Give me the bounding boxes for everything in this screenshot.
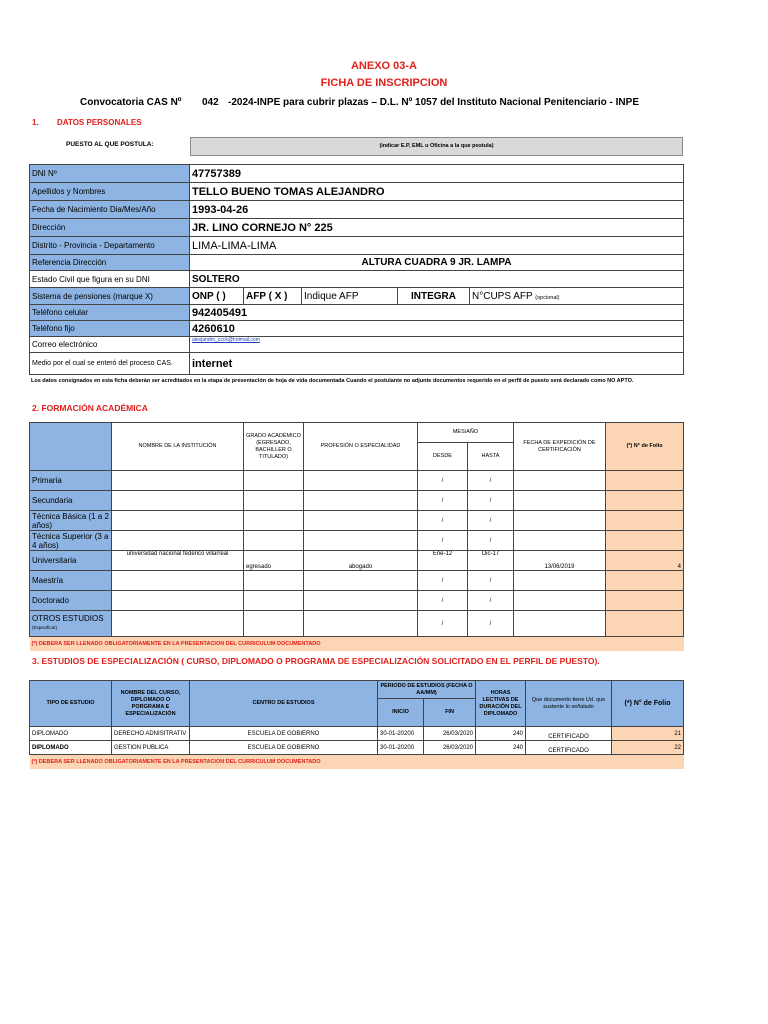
fecha-cell[interactable] [514,571,606,591]
grado-cell[interactable] [244,511,304,531]
desde-header: DESDE [418,443,468,471]
grado-cell[interactable] [244,591,304,611]
nivel-label: Técnica Superior (3 a 4 años) [30,531,112,551]
referencia-label: Referencia Dirección [30,255,190,271]
fecha-nacimiento-value[interactable]: 1993-04-26 [190,201,684,219]
nombre-cell[interactable]: GESTION PUBLICA [112,741,190,755]
profesion-cell[interactable]: abogado [304,551,418,571]
institucion-cell[interactable] [112,591,244,611]
referencia-value[interactable]: ALTURA CUADRA 9 JR. LAMPA [190,255,684,271]
especializacion-row [30,727,684,741]
desde-cell[interactable]: / [418,531,468,551]
section3-footnote: (*) DEBERA SER LLENADO OBLIGATORIAMENTE EN LA PRESENTACION DEL CURRICULUM DOCUMENTADO [30,755,684,769]
folio-cell[interactable] [606,571,684,591]
inicio-cell[interactable]: 30-01-20200 [378,741,424,755]
correo-label: Correo electrónico [30,337,190,353]
section1-title: DATOS PERSONALES [57,118,142,127]
nivel-label [30,611,112,637]
folio-header: (*) N° de Folio [606,423,684,471]
form-title: FICHA DE INSCRIPCION [320,77,448,89]
formacion-row [30,591,684,611]
nombres-value[interactable]: TELLO BUENO TOMAS ALEJANDRO [190,183,684,201]
distrito-value[interactable]: LIMA-LIMA-LIMA [190,237,684,255]
nombre-cell[interactable]: DERECHO ADNISITRATIV [112,727,190,741]
correo-value[interactable]: alexjandro_ccck@hotmail.com [190,337,684,353]
puesto-field[interactable] [190,137,683,156]
fecha-cell[interactable] [514,611,606,637]
folio-cell[interactable] [606,611,684,637]
formacion-row [30,471,684,491]
folio-cell[interactable] [606,531,684,551]
nivel-label: Universitaria [30,551,112,571]
formacion-row [30,511,684,531]
desde-cell[interactable]: Ene-12 [418,551,468,571]
cups-field[interactable] [470,288,684,305]
especializacion-row [30,741,684,755]
desde-cell[interactable]: / [418,491,468,511]
formacion-row [30,491,684,511]
institucion-header: NOMBRE DE LA INSTITUCIÓN [112,423,244,471]
fecha-cell[interactable] [514,491,606,511]
fecha-exp-header: FECHA DE EXPEDICIÓN DE CERTIFICACIÓN [514,423,606,471]
formacion-row [30,531,684,551]
medio-value[interactable]: internet [190,353,684,375]
dni-value[interactable]: 47757389 [190,165,684,183]
fin-cell[interactable]: 26/03/2020 [424,741,476,755]
documento-header: Que documento tiene Ud. que sustente lo señalado [526,681,612,727]
horas-cell[interactable]: 240 [476,727,526,741]
section2-title: 2. FORMACIÓN ACADÉMICA [32,403,148,413]
nivel-label: Secundaria [30,491,112,511]
cups-label: N°CUPS AFP [472,290,533,302]
medio-label: Medio por el cual se enteró del proceso CAS. [30,353,190,375]
fecha-cell[interactable]: 13/06/2019 [514,551,606,571]
documento-cell[interactable]: CERTIFICADO [526,741,612,755]
grado-cell[interactable] [244,571,304,591]
hasta-cell[interactable]: / [468,511,514,531]
centro-header: CENTRO DE ESTUDIOS [190,681,378,727]
desde-cell[interactable]: / [418,611,468,637]
documento-cell[interactable]: CERTIFICADO [526,727,612,741]
hasta-cell[interactable]: / [468,591,514,611]
especializacion-table [29,680,684,769]
hasta-header: HASTA [468,443,514,471]
horas-cell[interactable]: 240 [476,741,526,755]
profesion-cell[interactable] [304,511,418,531]
nombres-label: Apellidos y Nombres [30,183,190,201]
fin-header: FIN [424,699,476,727]
folio-cell[interactable]: 21 [612,727,684,741]
horas-header: HORAS LECTIVAS DE DURACIÓN DEL DIPLOMADO [476,681,526,727]
folio-header: (*) N° de Folio [612,681,684,727]
desde-cell[interactable]: / [418,571,468,591]
fecha-cell[interactable] [514,511,606,531]
pensiones-label: Sistema de pensiones (marque X) [30,288,190,305]
afp-name-value[interactable]: INTEGRA [398,288,470,305]
fecha-cell[interactable] [514,471,606,491]
institucion-cell[interactable] [112,571,244,591]
profesion-cell[interactable] [304,531,418,551]
estado-civil-value[interactable]: SOLTERO [190,271,684,288]
folio-cell[interactable] [606,471,684,491]
mes-anio-header: MES/AÑO [418,423,514,443]
inicio-header: INICIO [378,699,424,727]
folio-cell[interactable] [606,591,684,611]
convocatoria-text: -2024-INPE para cubrir plazas – D.L. Nº 1057 del Instituto Nacional Penitenciario - INPE [228,97,639,108]
profesion-cell[interactable] [304,471,418,491]
direccion-value[interactable]: JR. LINO CORNEJO N° 225 [190,219,684,237]
profesion-header: PROFESIÓN O ESPECIALIDAD [304,423,418,471]
direccion-label: Dirección [30,219,190,237]
formacion-row [30,551,684,571]
desde-cell[interactable]: / [418,471,468,491]
formacion-row [30,571,684,591]
annex-title: ANEXO 03-A [350,60,418,72]
desde-cell[interactable]: / [418,511,468,531]
grado-cell[interactable] [244,611,304,637]
folio-cell[interactable] [606,511,684,531]
tipo-cell[interactable]: DIPLOMADO [30,727,112,741]
fecha-cell[interactable] [514,591,606,611]
grado-cell[interactable] [244,531,304,551]
folio-cell[interactable] [606,491,684,511]
periodo-header: PERIODO DE ESTUDIOS (FECHA O AA/MM) [378,681,476,699]
puesto-hint: (indicar E.P, EML u Oficina a la que postula) [379,143,494,149]
cups-note: (opcional) [535,294,560,301]
convocatoria-number: 042 [202,97,219,108]
folio-cell[interactable]: 4 [606,551,684,571]
institucion-cell[interactable]: universidad nacional federico villarreal [112,551,244,571]
institucion-cell[interactable] [112,511,244,531]
nivel-label: Maestría [30,571,112,591]
dni-label: DNI Nº [30,165,190,183]
profesion-cell[interactable] [304,591,418,611]
nivel-label: Técnica Básica (1 a 2 años) [30,511,112,531]
grado-header: GRADO ACADÉMICO (EGRESADO, BACHILLER O TITULADO) [244,423,304,471]
nivel-header [30,423,112,471]
section3-title: 3. ESTUDIOS DE ESPECIALIZACIÓN ( CURSO, DIPLOMADO O PROGRAMA DE ESPECIALIZACIÓN SOLICITADO EN EL PERFIL DE PUESTO). [32,656,600,666]
hasta-cell[interactable]: / [468,611,514,637]
formacion-row [30,611,684,637]
institucion-cell[interactable] [112,531,244,551]
fecha-cell[interactable] [514,531,606,551]
celular-value[interactable]: 942405491 [190,305,684,321]
fijo-label: Teléfono fijo [30,321,190,337]
onp-option[interactable]: ONP ( ) [190,288,244,305]
hasta-cell[interactable]: / [468,491,514,511]
fecha-nacimiento-label: Fecha de Nacimiento Dia/Mes/Año [30,201,190,219]
institucion-cell[interactable] [112,471,244,491]
distrito-label: Distrito - Provincia - Departamento [30,237,190,255]
profesion-cell[interactable] [304,491,418,511]
desde-cell[interactable]: / [418,591,468,611]
centro-cell[interactable]: ESCUELA DE GOBIERNO [190,741,378,755]
nivel-label: Doctorado [30,591,112,611]
grado-cell[interactable] [244,491,304,511]
nivel-label: Primaria [30,471,112,491]
profesion-cell[interactable] [304,611,418,637]
otros-estudios-note: (Especificar) [32,625,58,630]
convocatoria-label: Convocatoria CAS Nº [80,97,182,108]
section1-number: 1. [32,118,39,127]
indique-afp-label: Indique AFP [302,288,398,305]
afp-option[interactable]: AFP ( X ) [244,288,302,305]
formacion-table [29,422,684,651]
hasta-cell[interactable]: Dic-17 [468,551,514,571]
celular-label: Teléfono celular [30,305,190,321]
fijo-value[interactable]: 4260610 [190,321,684,337]
centro-cell[interactable]: ESCUELA DE GOBIERNO [190,727,378,741]
grado-cell[interactable] [244,471,304,491]
nombre-header: NOMBRE DEL CURSO, DIPLOMADO O PORGRAMA E ESPECIALIZACIÓN [112,681,190,727]
tipo-cell[interactable]: DIPLOMADO [30,741,112,755]
inicio-cell[interactable]: 30-01-20200 [378,727,424,741]
fin-cell[interactable]: 26/03/2020 [424,727,476,741]
folio-cell[interactable]: 22 [612,741,684,755]
grado-cell[interactable]: egresado [244,551,304,571]
puesto-label: PUESTO AL QUE POSTULA: [66,141,154,148]
hasta-cell[interactable]: / [468,531,514,551]
institucion-cell[interactable] [112,491,244,511]
section2-footnote: (*) DEBERA SER LLENADO OBLIGATORIAMENTE EN LA PRESENTACION DEL CURRICULUM DOCUMENTADO [30,637,684,651]
hasta-cell[interactable]: / [468,471,514,491]
section1-note: Los datos consignados en esta ficha deberán ser acreditados en la etapa de presentación de hoja de vida documentada Cuando el postulante no adjunte documentos requerido en el perfil de puesto será declarado como NO APTO. [31,378,634,384]
profesion-cell[interactable] [304,571,418,591]
tipo-header: TIPO DE ESTUDIO [30,681,112,727]
otros-estudios-label: OTROS ESTUDIOS [32,614,104,623]
institucion-cell[interactable] [112,611,244,637]
hasta-cell[interactable]: / [468,571,514,591]
estado-civil-label: Estado Civil que figura en su DNI [30,271,190,288]
personal-data-table [29,164,684,375]
